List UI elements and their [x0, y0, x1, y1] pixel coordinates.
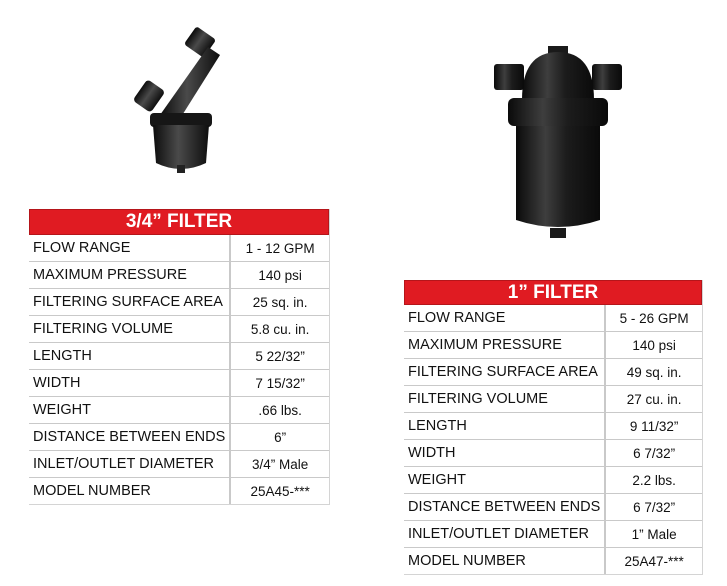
spec-value: 6 7/32” — [606, 440, 702, 467]
spec-label: MAXIMUM PRESSURE — [404, 332, 606, 359]
spec-row — [29, 316, 329, 343]
spec-label: INLET/OUTLET DIAMETER — [29, 451, 231, 478]
spec-label: DISTANCE BETWEEN ENDS — [404, 494, 606, 521]
filter-34-title: 3/4” FILTER — [29, 209, 329, 235]
spec-row — [404, 305, 702, 332]
spec-label: FLOW RANGE — [404, 305, 606, 332]
spec-label: LENGTH — [404, 413, 606, 440]
filter-1-image — [488, 42, 628, 247]
spec-value: 140 psi — [606, 332, 702, 359]
spec-row — [29, 289, 329, 316]
spec-label: WEIGHT — [29, 397, 231, 424]
filter-34-spec-card — [29, 209, 330, 505]
spec-row — [404, 332, 702, 359]
spec-value: 2.2 lbs. — [606, 467, 702, 494]
spec-value: 25 sq. in. — [231, 289, 329, 316]
spec-row — [404, 440, 702, 467]
spec-value: 5.8 cu. in. — [231, 316, 329, 343]
spec-row — [29, 235, 329, 262]
spec-row — [404, 386, 702, 413]
spec-row — [404, 359, 702, 386]
spec-label: LENGTH — [29, 343, 231, 370]
spec-label: DISTANCE BETWEEN ENDS — [29, 424, 231, 451]
spec-row — [404, 494, 702, 521]
filter-34-image — [120, 25, 240, 180]
spec-row — [29, 478, 329, 504]
spec-row — [29, 451, 329, 478]
spec-row — [404, 521, 702, 548]
spec-value: 1 - 12 GPM — [231, 235, 329, 262]
spec-value: 3/4” Male — [231, 451, 329, 478]
spec-label: FILTERING VOLUME — [404, 386, 606, 413]
filter-1-title: 1” FILTER — [404, 280, 702, 305]
spec-label: MODEL NUMBER — [404, 548, 606, 574]
spec-value: 9 11/32” — [606, 413, 702, 440]
spec-row — [29, 343, 329, 370]
spec-row — [29, 424, 329, 451]
spec-value: 1” Male — [606, 521, 702, 548]
spec-label: FILTERING VOLUME — [29, 316, 231, 343]
spec-label: WIDTH — [404, 440, 606, 467]
spec-label: FILTERING SURFACE AREA — [29, 289, 231, 316]
spec-value: 5 22/32” — [231, 343, 329, 370]
spec-label: FILTERING SURFACE AREA — [404, 359, 606, 386]
spec-row — [29, 370, 329, 397]
spec-value: 25A45-*** — [250, 483, 310, 499]
spec-label: FLOW RANGE — [29, 235, 231, 262]
spec-label: MODEL NUMBER — [29, 478, 231, 504]
spec-row — [404, 467, 702, 494]
spec-label: MAXIMUM PRESSURE — [29, 262, 231, 289]
spec-value: 6” — [231, 424, 329, 451]
spec-value: 6 7/32” — [606, 494, 702, 521]
spec-value: 49 sq. in. — [606, 359, 702, 386]
spec-value: 25A47-*** — [624, 553, 684, 569]
filter-1-spec-table — [404, 305, 702, 574]
spec-row — [29, 262, 329, 289]
spec-row — [404, 548, 702, 574]
spec-value: 140 psi — [231, 262, 329, 289]
spec-label: WIDTH — [29, 370, 231, 397]
spec-label: INLET/OUTLET DIAMETER — [404, 521, 606, 548]
spec-value: 27 cu. in. — [606, 386, 702, 413]
filter-1-spec-card — [404, 280, 703, 575]
spec-value: .66 lbs. — [231, 397, 329, 424]
spec-row — [404, 413, 702, 440]
spec-row — [29, 397, 329, 424]
spec-value: 7 15/32” — [231, 370, 329, 397]
spec-value: 5 - 26 GPM — [606, 305, 702, 332]
spec-label: WEIGHT — [404, 467, 606, 494]
filter-34-spec-table — [29, 235, 329, 504]
